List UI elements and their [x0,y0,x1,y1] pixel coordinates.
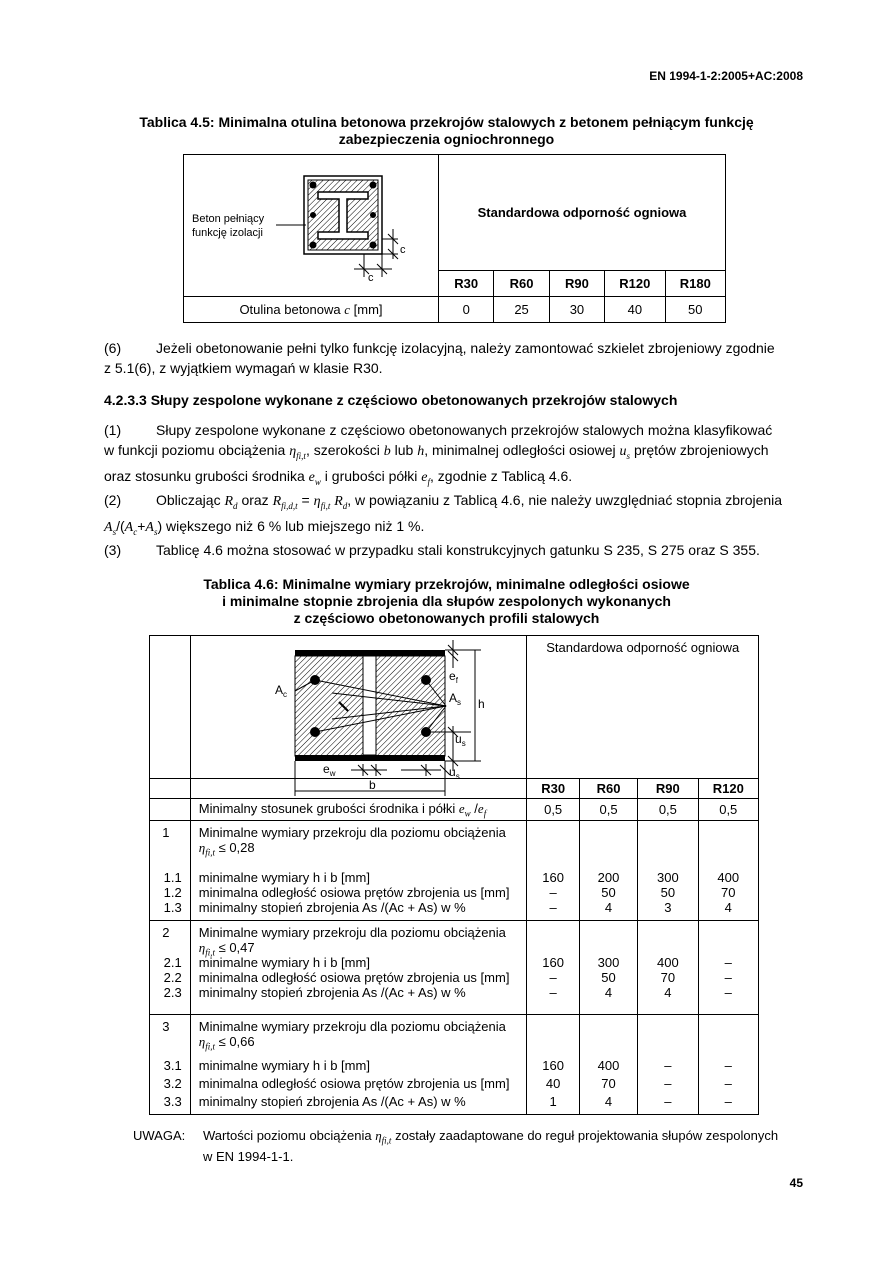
table46-title-line2: i minimalne stopnie zbrojenia dla słupów zespolonych wykonanych [222,593,671,609]
group-values: 300 50 3 [638,821,698,921]
table45-title-line1: Tablica 4.5: Minimalna otulina betonowa przekrojów stalowych z betonem pełniącym funkcję [139,114,754,130]
fig-us2-label: $u_s$ [448,765,460,781]
paragraph-3: (3) Tablicę 4.6 można stosować w przypadku stali konstrukcyjnych gatunku S 235, S 275 oraz S 355. [104,542,760,558]
table46-class-r90: R90 [638,779,698,799]
table45-value: 40 [605,297,665,323]
table46-title-line3: z częściowo obetonowanych profili stalowych [293,610,600,626]
table45-row-label: Otulina betonowa c [mm] [184,297,439,323]
fig-h-label: h [477,697,485,711]
group-labels: Minimalne wymiary przekroju dla poziomu obciążenia $\eta_{fi,t} \le 0,47$ minimalne wymiary h i b [mm] minimalna odległość osiowa prętów zbrojenia us [mm] minimalny stopień zbrojenia As /(Ac + As) w % [190,921,527,1015]
table45-class-r30: R30 [439,271,494,297]
fig-us-label: $u_s$ [454,732,466,748]
fig-c-label-horizontal: c [368,272,374,284]
table45-class-r180: R180 [665,271,725,297]
table46-group-1 [150,821,759,921]
paragraph-1: (1) Słupy zespolone wykonane z częściowo obetonowanych przekrojów stalowych można klasyfikować w funkcji poziomu obciążenia $\eta_{fi,t}$, szerokości b lub h, minimalnej odległości osiowej $u_s$ prętów zbrojeniowych oraz stosunku grubości środnika $e_w$ i grubości półki $e_f$, zgodnie z Tablicą 4.6. [104,422,773,487]
encased-section-figure [184,155,442,297]
table46-corner-cell [150,636,191,779]
group-values: 160 – – [527,821,579,921]
table45-value: 30 [549,297,604,323]
fig-concrete-label-1: Beton pełniący [192,213,265,225]
table45-class-r60: R60 [494,271,549,297]
table45-class-r90: R90 [549,271,604,297]
table46-class-r30: R30 [527,779,579,799]
table46-ratio-label: Minimalny stosunek grubości środnika i półki $e_w$ $/e_f$ [190,799,527,821]
table46-caption [0,576,893,627]
table46-ratio-value: 0,5 [527,799,579,821]
section-heading: 4.2.3.3 Słupy zespolone wykonane z częściowo obetonowanych przekrojów stalowych [104,392,678,408]
partially-encased-section-figure [191,636,527,798]
group-values: 400 70 4 [638,921,698,1015]
fig-concrete-label-2: funkcję izolacji [192,227,263,239]
group-values: 200 50 4 [579,821,637,921]
group-values: – – – [698,921,758,1015]
table46-group-3 [150,1015,759,1115]
group-values: 300 50 4 [579,921,637,1015]
group-values: 160 40 1 [527,1015,579,1115]
table46-title-line1: Tablica 4.6: Minimalne wymiary przekrojów, minimalne odległości osiowe [203,576,690,592]
fig-ac-label: $A_c$ [274,683,287,699]
table45-value: 50 [665,297,725,323]
group-labels: Minimalne wymiary przekroju dla poziomu obciążenia $\eta_{fi,t} \le 0,28$ minimalne wymiary h i b [mm] minimalna odległość osiowa prętów zbrojenia us [mm] minimalny stopień zbrojenia As /(Ac + As) w % [190,821,527,921]
group-numbers: 2 2.1 2.2 2.3 [150,921,191,1015]
group-numbers: 3 3.1 3.2 3.3 [150,1015,191,1115]
table46-class-r120: R120 [698,779,758,799]
group-values: 400 70 4 [698,821,758,921]
table46-ratio-value: 0,5 [638,799,698,821]
table-note: UWAGA: Wartości poziomu obciążenia $\eta_{fi,t}$ zostały zaadaptowane do reguł projektowania słupów zespolonych w EN 1994-1-1. [133,1128,779,1164]
table46-group-2 [150,921,759,1015]
group-values: 400 70 4 [579,1015,637,1115]
table45-figure-cell [184,155,439,297]
table46-class-r60: R60 [579,779,637,799]
table46-empty-cell [150,799,191,821]
document-header: EN 1994-1-2:2005+AC:2008 [649,69,803,83]
table46-corner-cell-2 [150,779,191,799]
table45-fire-header: Standardowa odporność ogniowa [439,155,726,271]
page-number: 45 [789,1176,803,1190]
paragraph-6: (6) Jeżeli obetonowanie pełni tylko funkcję izolacyjną, należy zamontować szkielet zbrojeniowy zgodnie z 5.1(6), z wyjątkiem wymagań w klasie R30. [104,340,775,376]
fig-as-label: $A_s$ [448,691,461,707]
fig-c-label-vertical: c [400,244,406,256]
table45-value: 25 [494,297,549,323]
group-values: 160 – – [527,921,579,1015]
fig-ef-label: $e_f$ [448,669,458,685]
fig-ew-label: $e_w$ [322,762,336,778]
paragraph-2: (2) Obliczając $R_d$ oraz $R_{fi,d,t} = \eta_{fi,t}$ $R_d$, w powiązaniu z Tablicą 4.6, nie należy uwzględniać stopnia zbrojenia $A_s/(A_c+A_s)$ większego niż 6 % lub miejszego niż 1 %. [104,492,783,537]
table45-class-r120: R120 [605,271,665,297]
table46-fire-header: Standardowa odporność ogniowa [527,636,759,779]
table45-title-line2: zabezpieczenia ogniochronnego [338,131,555,147]
table46-figure-cell [190,636,527,792]
group-values: – – – [638,1015,698,1115]
table45-value: 0 [439,297,494,323]
table46 [149,635,759,1115]
group-values: – – – [698,1015,758,1115]
group-labels: Minimalne wymiary przekroju dla poziomu obciążenia $\eta_{fi,t} \le 0,66$ minimalne wymiary h i b [mm] minimalna odległość osiowa prętów zbrojenia us [mm] minimalny stopień zbrojenia As /(Ac + As) w % [190,1015,527,1115]
group-numbers: 1 1.1 1.2 1.3 [150,821,191,921]
table45 [183,154,726,323]
table46-ratio-value: 0,5 [579,799,637,821]
table46-ratio-value: 0,5 [698,799,758,821]
table45-caption [0,114,893,148]
fig-b-label: b [368,778,376,792]
